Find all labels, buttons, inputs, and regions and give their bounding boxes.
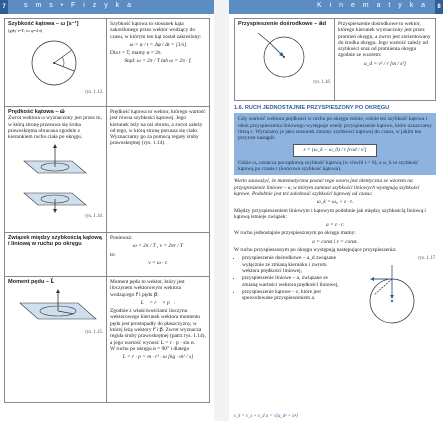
row-title: Związek między szybkością kątową i liniową w ruchu po okręgu xyxy=(8,235,102,248)
rotation-vector-figure xyxy=(16,143,96,213)
figure-caption: rys. 1.17. xyxy=(418,256,436,262)
relation-text xyxy=(107,233,210,277)
paragraph: Przyspieszenie dośrodkowe to wektor, którego kierunek wyznaczony jest przez promień okręgu, a zwrot jest zorientowany do środka okręgu. Jego wartość zależy od szybkości oraz od promienia okręgu zgodnie ze wzorem: xyxy=(338,21,431,59)
angular-speed-text xyxy=(107,19,210,107)
figure-label: (gdy t=T, to φ=2π) xyxy=(8,28,43,34)
row-title: Szybkość kątowa – ω [s⁻¹] xyxy=(8,21,79,27)
formula: ω_k = ω₀ + ε · t. xyxy=(316,199,354,206)
relation-cell xyxy=(5,233,107,277)
paragraph: Warto zauważyć, że matematyczna postać tego wzoru jest identyczna ze wzorem na przyspieszenie liniowe – a, w którym zamiast szybkości liniowych występują szybkości kątowe. Podobnie jest też zależność szybkości kątowej od czasu: xyxy=(234,178,420,197)
paragraph: Szybkość kątowa to stosunek kąta zakreślonego przez wektor wodzący do czasu, w którym ten kąt został zakreślony: xyxy=(110,21,202,40)
table-row xyxy=(5,107,210,233)
table-row xyxy=(5,233,210,277)
angular-momentum-cell xyxy=(5,277,107,403)
list-item: • przyspieszenie kątowe – ε, które jest spowodowane przyspieszeniem a. xyxy=(242,289,342,302)
centripetal-cell xyxy=(235,19,335,101)
bullets-column xyxy=(234,255,342,324)
left-page-number: 7 xyxy=(0,0,8,14)
acceleration-list xyxy=(242,255,342,301)
page-gutter xyxy=(214,0,229,421)
paragraph: Zgodnie z właściwościami iloczynu wektorowego kierunek wektora momentu pędu jest prostopadły do płaszczyzny, w której leżą wektory r⃗ i p⃗. Zwrot wyznacza reguła śruby prawoskrętnej (patrz rys. 1.14), a jego wartość wynosi: L = r · p · sin α. xyxy=(110,308,206,346)
right-page-number: 8 xyxy=(435,0,443,14)
row-description: Zwrot wektora ω wyznaczony jest przez to, w którą stronę przesuwa się śruba prawoskrętna obracana zgodnie z kierunkiem ruchu ciała po okręgu. xyxy=(8,115,102,141)
list-item: • przyspieszenie dośrodkowe – a_d związane wyłącznie ze zmianą kierunku i zwrotu wektora prędkości liniowej, xyxy=(242,255,342,274)
right-page xyxy=(234,18,436,325)
momentum-figure xyxy=(16,289,100,329)
section-title: 1.6. RUCH JEDNOSTAJNIE PRZYSPIESZONY PO OKRĘGU xyxy=(234,105,390,111)
definitions-table xyxy=(4,18,210,403)
paragraph: Dla t = T, mamy α = 2π. xyxy=(110,50,162,57)
figure-column xyxy=(342,255,436,324)
bullets-and-figure xyxy=(234,255,436,324)
table-row xyxy=(5,19,210,107)
paragraph: Prędkość kątowa to wektor, którego wartość jest równa szybkości kątowej. Jego kierunek leży na osi obrotu, a zwrot zależy od tego, w którą stronę porusza się ciało. Wyznaczamy go za pomocą reguły śruby prawoskrętnej (rys. 1.14). xyxy=(110,109,206,147)
right-header-text: K i n e m a t y k a xyxy=(317,2,429,9)
row-title: Przyspieszenie dośrodkowe – a⃗d xyxy=(238,21,327,27)
paragraph: Gdy wartość wektora prędkości w ruchu po okręgu rośnie, rośnie też szybkość kątowa i obok przyspieszenia liniowego występuje wtedy przyspieszenie kątowe, które oznaczamy literą ε. Wyrażamy je jako stosunek zmiany szybkości kątowej do czasu, w jakim ten przyrost nastąpił: xyxy=(238,116,432,142)
formula: Stąd: ω = 2π / T lub ω = 2π · f. xyxy=(124,58,192,65)
formula: ω = 2π / T , v = 2πr / T xyxy=(132,243,184,250)
angular-speed-cell xyxy=(5,19,107,107)
angular-momentum-text xyxy=(107,277,210,403)
formula: L = r · p = m · r² · ω [kg · m² / s] xyxy=(122,354,194,361)
formula: ω = α / t = Δφ / Δt = [1/s] xyxy=(129,41,187,48)
centripetal-figure xyxy=(248,29,318,79)
figure-caption: rys. 1.15. xyxy=(85,330,103,336)
table-row xyxy=(5,277,210,403)
left-header-text: s m s • F i z y k a xyxy=(24,2,135,9)
paragraph: W ruchu jednostajnie przyspieszonym po okręgu mamy: xyxy=(234,230,356,237)
paragraph: Między przyspieszeniem liniowym i kątowym podobnie jak między szybkością liniową i kątową istnieje związek: xyxy=(234,207,426,220)
angular-velocity-cell xyxy=(5,107,107,233)
paragraph: W ruchu po okręgu α = 90° i dlatego xyxy=(110,345,190,352)
table-row xyxy=(235,19,436,101)
circle-angle-figure xyxy=(22,37,92,89)
right-header-band xyxy=(229,0,443,14)
paragraph: W ruchu przyspieszonym po okręgu występują następujące przyspieszenia: xyxy=(234,247,397,254)
paragraph: to: xyxy=(110,251,116,258)
formula: L⃗ = r⃗ × p⃗. xyxy=(140,299,176,306)
left-header-band xyxy=(0,0,214,14)
angular-velocity-text xyxy=(107,107,210,233)
left-page xyxy=(4,18,210,403)
info-box xyxy=(234,113,436,175)
paragraph: Gdzie ω₀ oznacza początkową szybkość kątową (w chwili t = 0), a ω_k to szybkość kątową po czasie t (końcowa szybkość kątowa). xyxy=(238,159,419,173)
figure-caption: rys. 1.14. xyxy=(85,213,103,219)
centripetal-text xyxy=(335,19,436,101)
formula: a = ε · r. xyxy=(325,222,345,229)
figure-caption: rys. 1.13. xyxy=(85,89,103,95)
paragraph: Ponieważ: xyxy=(110,235,133,241)
accelerations-figure xyxy=(342,263,432,325)
row-title: Moment pędu – L⃗ xyxy=(8,279,55,285)
formula: ε = (ω_k − ω_0) / t [rad / s²] xyxy=(293,144,377,156)
figure-caption: rys. 1.16. xyxy=(313,80,331,86)
figure-footnote: ε_k = ε_s + ε_d a = √(a_d² + a²) xyxy=(234,414,298,419)
paragraph: Moment pędu to wektor, który jest iloczynem wektorowym wektora wodzącego r⃗ i pędu p⃗: xyxy=(110,279,185,298)
row-title: Prędkość kątowa – ω⃗ xyxy=(8,109,65,115)
centripetal-table xyxy=(234,18,436,101)
formula: a_d = v² / r [m / s²] xyxy=(363,60,407,67)
list-item: • przyspieszenie liniowe – a, związane ze zmianą wartości wektora prędkości liniowej, xyxy=(242,275,342,288)
formula: a = const i ε = const. xyxy=(312,238,358,245)
formula: v = ω · r. xyxy=(148,259,168,266)
